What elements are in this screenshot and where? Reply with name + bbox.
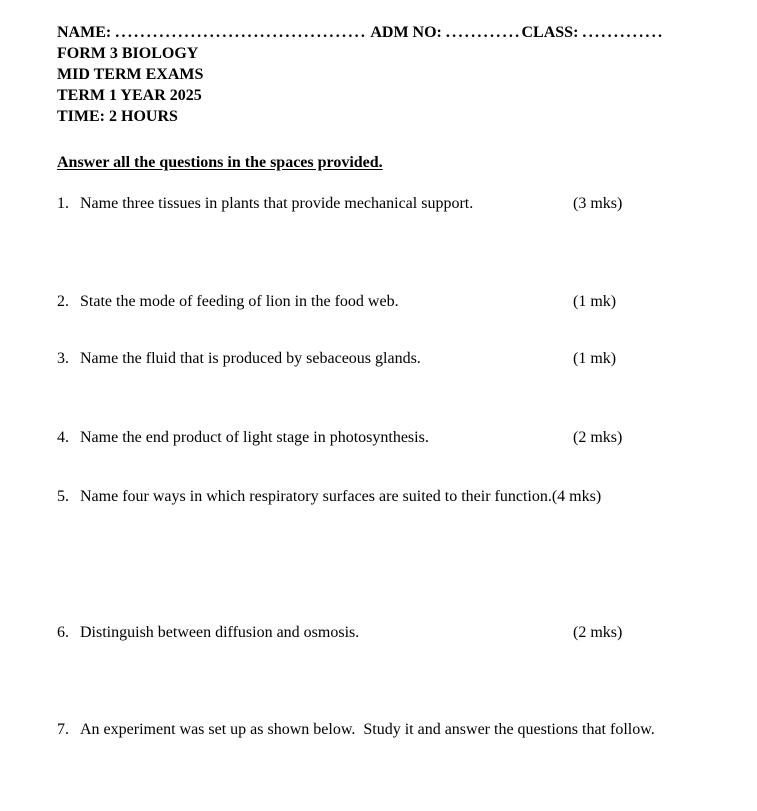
question-1-number: 1.: [57, 195, 69, 212]
adm-no-label: ADM NO:: [367, 24, 446, 41]
question-1-marks: (3 mks): [573, 195, 623, 212]
questions-list: [57, 193, 727, 740]
class-blank-dots: .............: [582, 24, 665, 41]
question-3-number: 3.: [57, 350, 69, 367]
question-1-text: Name three tissues in plants that provide mechanical support.: [80, 195, 474, 212]
question-2-number: 2.: [57, 293, 69, 310]
question-5-number: 5.: [57, 488, 69, 505]
question-6-number: 6.: [57, 624, 69, 641]
question-4: [57, 427, 727, 448]
question-2: [57, 291, 727, 312]
question-6-text: Distinguish between diffusion and osmosis.: [80, 624, 360, 641]
question-5-text: Name four ways in which respiratory surfaces are suited to their function.: [80, 488, 552, 505]
class-label: CLASS:: [521, 24, 583, 41]
question-5-marks: (4 mks): [551, 488, 602, 505]
question-2-text: State the mode of feeding of lion in the food web.: [80, 293, 399, 310]
form-subject-line: FORM 3 BIOLOGY: [57, 45, 199, 62]
question-7: [57, 719, 727, 740]
question-5: [57, 486, 727, 507]
name-label: NAME:: [57, 24, 116, 41]
name-adm-class-line: [57, 22, 727, 43]
exam-header: [57, 22, 727, 127]
question-3-marks: (1 mk): [573, 350, 617, 367]
question-6: [57, 622, 727, 643]
term-year-line: TERM 1 YEAR 2025: [57, 87, 202, 104]
time-allowed-line: TIME: 2 HOURS: [57, 108, 178, 125]
question-7-text: An experiment was set up as shown below. Study it and answer the questions that follow.: [80, 721, 655, 738]
adm-no-blank-dots: ............: [445, 24, 522, 41]
question-7-number: 7.: [57, 721, 69, 738]
name-blank-dots: ........................................: [115, 24, 368, 41]
question-1: [57, 193, 727, 214]
question-4-text: Name the end product of light stage in photosynthesis.: [80, 429, 429, 446]
question-6-marks: (2 mks): [573, 624, 623, 641]
question-3: [57, 348, 727, 369]
question-4-marks: (2 mks): [573, 429, 623, 446]
instructions-heading: Answer all the questions in the spaces provided.: [57, 154, 383, 171]
question-2-marks: (1 mk): [573, 293, 617, 310]
question-4-number: 4.: [57, 429, 69, 446]
question-3-text: Name the fluid that is produced by sebaceous glands.: [80, 350, 421, 367]
exam-type-line: MID TERM EXAMS: [57, 66, 204, 83]
